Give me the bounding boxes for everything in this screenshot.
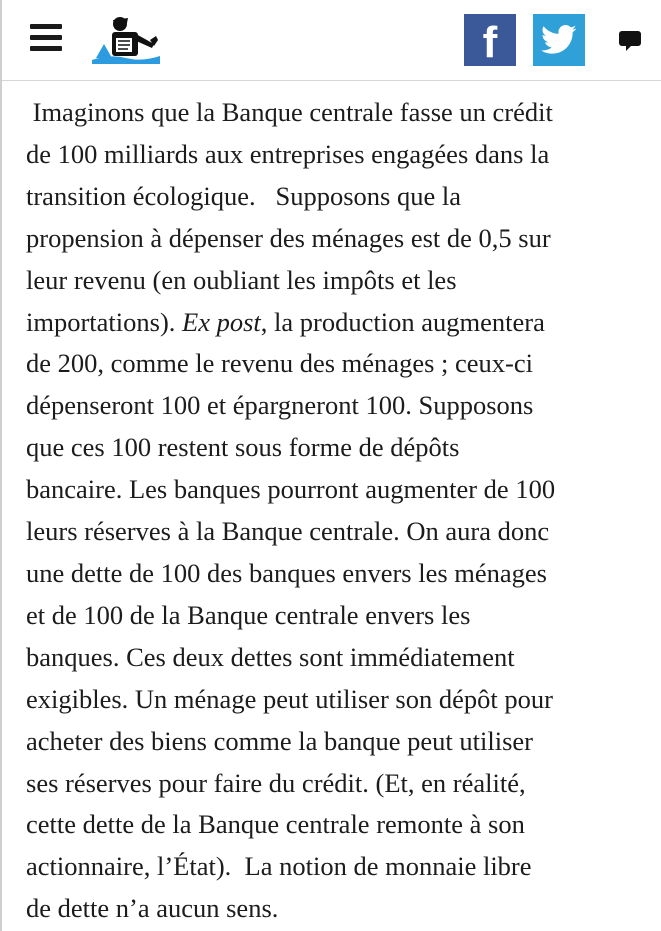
twitter-bird-icon: [541, 24, 577, 56]
article-line: bancaire. Les banques pourront augmenter de 100: [26, 474, 556, 505]
article-line: acheter des biens comme la banque peut utiliser: [26, 725, 533, 756]
article-line: leur revenu (en oubliant les impôts et les: [26, 264, 457, 295]
hamburger-menu-icon[interactable]: [30, 24, 62, 52]
article-line: banques. Ces deux dettes sont immédiatement: [26, 641, 515, 672]
article-paragraph: [26, 92, 656, 930]
mediapart-logo-icon[interactable]: [90, 14, 162, 66]
article-line: et de 100 de la Banque centrale envers les: [26, 599, 471, 630]
article-line: une dette de 100 des banques envers les ménages: [26, 557, 547, 588]
text-segment: , la production augmentera: [260, 306, 545, 337]
article-line: propension à dépenser des ménages est de 0,5 sur: [26, 222, 551, 253]
article-line: exigibles. Un ménage peut utiliser son dépôt pour: [26, 683, 553, 714]
twitter-share-button[interactable]: [533, 14, 585, 66]
text-segment: importations).: [26, 306, 183, 337]
article-line: leurs réserves à la Banque centrale. On aura donc: [26, 516, 550, 547]
menu-bar-line: [30, 35, 62, 40]
italic-phrase: Ex post: [182, 306, 261, 337]
article-line: Imaginons que la Banque centrale fasse un crédit: [26, 97, 553, 127]
menu-bar-line: [30, 46, 62, 51]
top-bar: [2, 0, 661, 81]
menu-bar-line: [30, 24, 62, 29]
article-line: de dette n’a aucun sens.: [26, 893, 279, 924]
article-line: de 200, comme le revenu des ménages ; ceux-ci: [26, 348, 533, 379]
article-line: actionnaire, l’État). La notion de monnaie libre: [26, 851, 532, 882]
article-line: dépenseront 100 et épargneront 100. Supposons: [26, 390, 534, 421]
article-line: de 100 milliards aux entreprises engagées dans la: [26, 138, 550, 169]
comment-bubble-icon[interactable]: [617, 29, 643, 53]
article-line: transition écologique. Supposons que la: [26, 180, 461, 211]
article-line: que ces 100 restent sous forme de dépôts: [26, 432, 460, 463]
facebook-share-button[interactable]: [464, 14, 516, 66]
article-line: [26, 302, 656, 344]
facebook-icon: f: [482, 18, 498, 67]
article-line: cette dette de la Banque centrale remonte à son: [26, 809, 525, 840]
article-line: ses réserves pour faire du crédit. (Et, en réalité,: [26, 767, 526, 798]
